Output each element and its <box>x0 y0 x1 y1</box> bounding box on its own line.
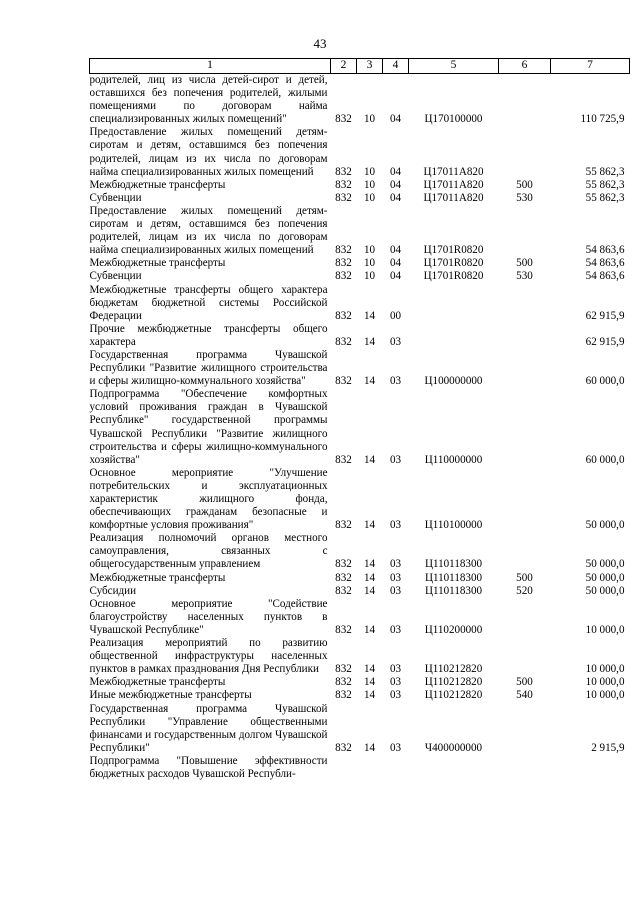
row-target-article: Ч400000000 <box>424 741 483 754</box>
row-ministry-code: 832 <box>335 257 352 270</box>
row-ministry-code: 832 <box>335 676 352 689</box>
row-subsection: 03 <box>389 335 402 348</box>
row-target-article: Ц110100000 <box>424 519 483 532</box>
header-cell: 1 <box>90 59 331 74</box>
row-expense-type <box>499 74 551 127</box>
table-row <box>90 467 630 532</box>
table-row <box>90 192 630 205</box>
row-name: Межбюджетные трансферты <box>89 178 226 191</box>
row-target-article: Ц110118300 <box>424 571 483 584</box>
table-row <box>90 676 630 689</box>
row-subsection: 03 <box>389 584 402 597</box>
row-subsection: 04 <box>389 244 402 257</box>
row-expense-type: 500 <box>516 178 533 191</box>
row-amount: 110 725,9 <box>580 113 625 126</box>
row-amount: 10 000,0 <box>585 689 625 702</box>
table-row <box>90 179 630 192</box>
row-expense-type: 500 <box>516 571 533 584</box>
row-subsection: 04 <box>389 270 402 283</box>
row-ministry-code: 832 <box>335 375 352 388</box>
row-ministry-code: 832 <box>335 519 352 532</box>
row-amount: 60 000,0 <box>585 453 625 466</box>
row-section: 10 <box>363 257 376 270</box>
row-ministry-code: 832 <box>335 178 352 191</box>
row-target-article <box>409 755 499 781</box>
row-expense-type: 540 <box>516 689 533 702</box>
row-subsection <box>383 755 409 781</box>
row-ministry-code: 832 <box>335 584 352 597</box>
row-section: 14 <box>363 519 376 532</box>
row-section: 14 <box>363 571 376 584</box>
row-section: 10 <box>363 178 376 191</box>
row-section: 14 <box>363 335 376 348</box>
table-row <box>90 572 630 585</box>
row-name: Основное мероприятие "Улучшение потребительских и эксплуатационных характеристик жилищного фонда, обеспечивающих гражданам безопасные и комфортные условия проживания" <box>89 466 328 532</box>
row-name: Подпрограмма "Повышение эффективности бюджетных расходов Чувашской Республи- <box>89 754 328 780</box>
table-header-row <box>90 59 630 74</box>
row-section: 14 <box>363 623 376 636</box>
table-row <box>90 323 630 349</box>
row-subsection: 03 <box>389 623 402 636</box>
row-section: 14 <box>363 584 376 597</box>
row-amount: 54 863,6 <box>585 257 625 270</box>
row-ministry-code: 832 <box>335 571 352 584</box>
header-cell: 5 <box>409 59 499 74</box>
header-cell: 2 <box>331 59 357 74</box>
row-name: Государственная программа Чувашской Республики "Развитие жилищного строительства и сферы жилищно-коммунального хозяйства" <box>89 348 328 388</box>
row-ministry-code: 832 <box>335 741 352 754</box>
row-amount: 50 000,0 <box>585 558 625 571</box>
row-ministry-code: 832 <box>335 309 352 322</box>
row-target-article: Ц1701R0820 <box>423 270 484 283</box>
row-expense-type <box>499 126 551 178</box>
row-amount: 10 000,0 <box>585 663 625 676</box>
row-name: Реализация мероприятий по развитию общественной инфраструктуры населенных пунктов в рамках празднования Дня Республики <box>89 637 328 676</box>
header-cell: 4 <box>383 59 409 74</box>
row-subsection: 04 <box>389 178 402 191</box>
row-subsection: 03 <box>389 676 402 689</box>
row-target-article: Ц17011А820 <box>423 191 484 204</box>
row-target-article: Ц110200000 <box>424 623 483 636</box>
row-amount: 62 915,9 <box>585 335 625 348</box>
table-row <box>90 637 630 676</box>
row-section <box>357 755 383 781</box>
row-ministry-code: 832 <box>335 165 352 178</box>
row-ministry-code: 832 <box>335 191 352 204</box>
row-ministry-code: 832 <box>335 335 352 348</box>
row-target-article: Ц110118300 <box>424 558 483 571</box>
row-target-article: Ц110118300 <box>424 584 483 597</box>
row-target-article: Ц110212820 <box>424 689 483 702</box>
row-subsection: 03 <box>389 375 402 388</box>
row-target-article: Ц17011А820 <box>423 165 484 178</box>
row-name: Государственная программа Чувашской Республики "Управление общественными финансами и государственным долгом Чувашской Республики" <box>89 702 328 754</box>
row-section: 14 <box>363 453 376 466</box>
row-ministry-code <box>331 755 357 781</box>
table-row <box>90 703 630 755</box>
row-name: Иные межбюджетные трансферты <box>89 689 252 702</box>
table-row <box>90 205 630 257</box>
row-amount: 54 863,6 <box>585 270 625 283</box>
row-expense-type: 530 <box>516 191 533 204</box>
table-row <box>90 284 630 323</box>
row-target-article: Ц1701R0820 <box>423 257 484 270</box>
row-expense-type: 530 <box>516 270 533 283</box>
row-name: Межбюджетные трансферты <box>89 676 226 689</box>
row-target-article: Ц110000000 <box>424 453 483 466</box>
row-name: Предоставление жилых помещений детям-сиротам и детям, оставшимся без попечения родителей, лицам из их числа по договорам найма специализированных жилых помещений <box>89 126 328 178</box>
table-row <box>90 349 630 388</box>
row-expense-type <box>499 598 551 637</box>
budget-table <box>89 58 630 781</box>
row-amount: 55 862,3 <box>585 178 625 191</box>
row-expense-type <box>499 323 551 349</box>
row-expense-type: 520 <box>516 584 533 597</box>
row-target-article <box>409 323 499 349</box>
row-name: родителей, лиц из числа детей-сирот и детей, оставшихся без попечения родителей, жилыми помещениями по договорам найма специализированных жилых помещений" <box>89 74 328 126</box>
row-subsection: 03 <box>389 558 402 571</box>
table-row <box>90 755 630 781</box>
row-subsection: 03 <box>389 571 402 584</box>
table-row <box>90 126 630 178</box>
row-name: Субвенции <box>89 270 142 283</box>
row-target-article: Ц110212820 <box>424 663 483 676</box>
row-ministry-code: 832 <box>335 113 352 126</box>
table-row <box>90 74 630 127</box>
table-row <box>90 388 630 467</box>
row-target-article: Ц170100000 <box>424 113 483 126</box>
row-expense-type <box>499 388 551 467</box>
row-section: 14 <box>363 741 376 754</box>
row-target-article: Ц110212820 <box>424 676 483 689</box>
row-section: 10 <box>363 244 376 257</box>
header-cell: 7 <box>551 59 630 74</box>
row-subsection: 03 <box>389 741 402 754</box>
row-subsection: 04 <box>389 165 402 178</box>
row-ministry-code: 832 <box>335 623 352 636</box>
row-subsection: 04 <box>389 191 402 204</box>
row-ministry-code: 832 <box>335 453 352 466</box>
row-amount <box>551 755 630 781</box>
row-section: 14 <box>363 558 376 571</box>
row-expense-type <box>499 467 551 532</box>
row-target-article: Ц100000000 <box>424 375 483 388</box>
row-expense-type <box>499 532 551 571</box>
row-section: 14 <box>363 663 376 676</box>
row-name: Субвенции <box>89 191 142 204</box>
row-section: 10 <box>363 165 376 178</box>
row-name: Межбюджетные трансферты <box>89 257 226 270</box>
row-expense-type: 500 <box>516 676 533 689</box>
row-name: Основное мероприятие "Содействие благоустройству населенных пунктов в Чувашской Республике" <box>89 597 328 636</box>
row-target-article: Ц17011А820 <box>423 178 484 191</box>
table-row <box>90 532 630 571</box>
row-amount: 50 000,0 <box>585 571 625 584</box>
row-expense-type: 500 <box>516 257 533 270</box>
row-expense-type <box>499 349 551 388</box>
row-expense-type <box>499 703 551 755</box>
row-name: Реализация полномочий органов местного самоуправления, связанных с общегосударственным управлением <box>89 532 328 571</box>
row-target-article <box>409 284 499 323</box>
row-section: 14 <box>363 375 376 388</box>
row-amount: 50 000,0 <box>585 584 625 597</box>
row-subsection: 04 <box>389 113 402 126</box>
row-subsection: 03 <box>389 519 402 532</box>
row-section: 10 <box>363 113 376 126</box>
row-amount: 50 000,0 <box>585 519 625 532</box>
row-amount: 54 863,6 <box>585 244 625 257</box>
row-section: 10 <box>363 191 376 204</box>
row-amount: 2 915,9 <box>591 741 625 754</box>
row-ministry-code: 832 <box>335 663 352 676</box>
row-expense-type <box>499 284 551 323</box>
table-row <box>90 689 630 702</box>
row-amount: 55 862,3 <box>585 191 625 204</box>
row-name: Межбюджетные трансферты общего характера бюджетам бюджетной системы Российской Федерации <box>89 283 328 322</box>
row-expense-type <box>499 205 551 257</box>
row-amount: 10 000,0 <box>585 676 625 689</box>
row-amount: 10 000,0 <box>585 623 625 636</box>
row-amount: 60 000,0 <box>585 375 625 388</box>
table-row <box>90 598 630 637</box>
page-number: 43 <box>313 36 327 51</box>
header-cell: 3 <box>357 59 383 74</box>
row-expense-type <box>499 637 551 676</box>
row-name: Прочие межбюджетные трансферты общего характера <box>89 322 328 348</box>
row-name: Межбюджетные трансферты <box>89 571 226 584</box>
row-target-article: Ц1701R0820 <box>423 244 484 257</box>
table-row <box>90 585 630 598</box>
row-section: 14 <box>363 309 376 322</box>
row-subsection: 03 <box>389 453 402 466</box>
row-ministry-code: 832 <box>335 270 352 283</box>
row-amount: 55 862,3 <box>585 165 625 178</box>
row-amount: 62 915,9 <box>585 309 625 322</box>
row-section: 14 <box>363 689 376 702</box>
row-subsection: 03 <box>389 663 402 676</box>
row-name: Подпрограмма "Обеспечение комфортных условий проживания граждан в Чувашской Республике" государственной программы Чувашской Республики "Развитие жилищного строительства и сферы жилищно-коммунального хозяйства" <box>89 388 328 466</box>
row-name: Субсидии <box>89 584 137 597</box>
row-name: Предоставление жилых помещений детям-сиротам и детям, оставшимся без попечения родителей, лицам из их числа по договорам найма специализированных жилых помещений <box>89 204 328 257</box>
row-subsection: 04 <box>389 257 402 270</box>
header-cell: 6 <box>499 59 551 74</box>
table-row <box>90 270 630 283</box>
row-subsection: 00 <box>389 309 402 322</box>
row-expense-type <box>499 755 551 781</box>
row-subsection: 03 <box>389 689 402 702</box>
row-section: 10 <box>363 270 376 283</box>
row-ministry-code: 832 <box>335 558 352 571</box>
row-ministry-code: 832 <box>335 244 352 257</box>
row-section: 14 <box>363 676 376 689</box>
table-row <box>90 257 630 270</box>
row-ministry-code: 832 <box>335 689 352 702</box>
